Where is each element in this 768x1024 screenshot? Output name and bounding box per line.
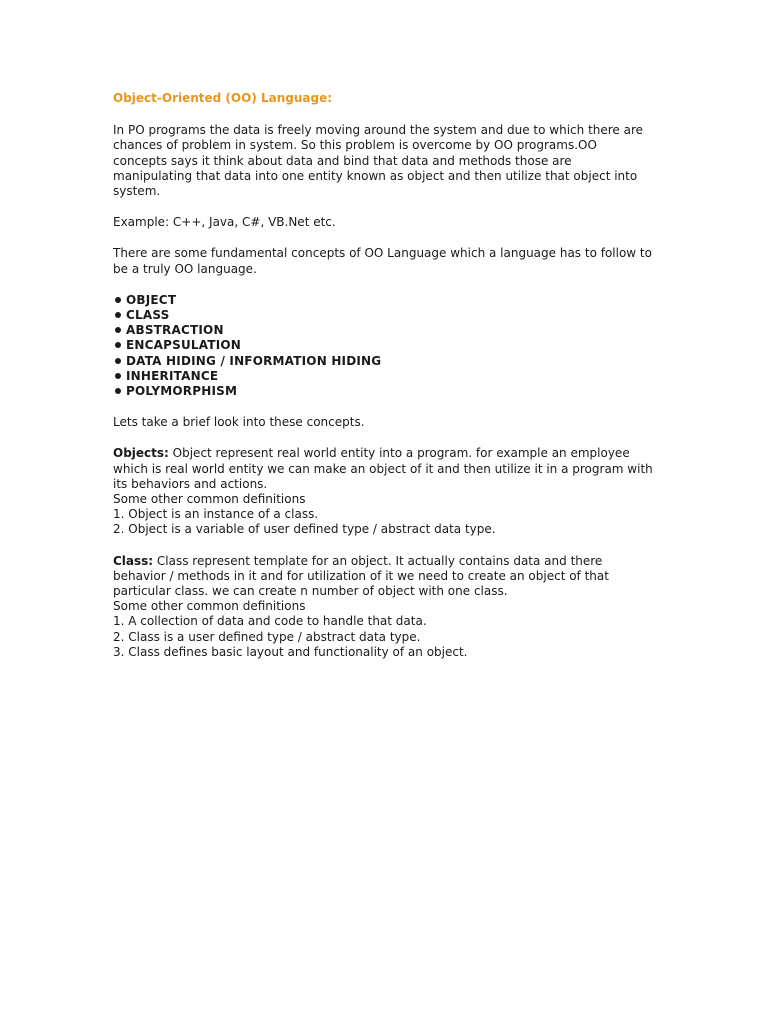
objects-term: Objects: bbox=[113, 446, 169, 461]
bullet-icon bbox=[115, 388, 121, 394]
intro-paragraph: In PO programs the data is freely moving around the system and due to which there are chances of problem in system. So this problem is overcome by OO programs.OO concepts says it think about data and bind that data and methods those are manipulating that data into one entity known as object and then utilize that object into system. bbox=[113, 123, 644, 199]
concept-label: ENCAPSULATION bbox=[126, 338, 242, 353]
class-defs-intro: Some other common definitions bbox=[113, 599, 306, 614]
example-paragraph: Example: C++, Java, C#, VB.Net etc. bbox=[113, 215, 336, 230]
page-title: Object-Oriented (OO) Language: bbox=[113, 91, 333, 105]
brief-paragraph: Lets take a brief look into these concepts. bbox=[113, 415, 365, 430]
list-item bbox=[113, 338, 653, 353]
concept-label: POLYMORPHISM bbox=[126, 384, 238, 399]
concept-label: CLASS bbox=[126, 308, 170, 323]
objects-defs-intro: Some other common definitions bbox=[113, 492, 306, 507]
list-item bbox=[113, 384, 653, 399]
bullet-icon bbox=[115, 358, 121, 364]
class-section bbox=[113, 554, 653, 660]
fundamentals-paragraph: There are some fundamental concepts of OO Language which a language has to follow to be a truly OO language. bbox=[113, 246, 652, 276]
list-item bbox=[113, 323, 653, 338]
objects-def-item: 2. Object is a variable of user defined type / abstract data type. bbox=[113, 522, 496, 537]
bullet-icon bbox=[115, 373, 121, 379]
list-item bbox=[113, 293, 653, 308]
objects-def-item: 1. Object is an instance of a class. bbox=[113, 507, 319, 522]
class-def-item: 2. Class is a user defined type / abstract data type. bbox=[113, 629, 421, 644]
list-item bbox=[113, 354, 653, 369]
document-page bbox=[113, 91, 653, 676]
list-item bbox=[113, 369, 653, 384]
bullet-icon bbox=[115, 327, 121, 333]
list-item bbox=[113, 308, 653, 323]
class-text: Class represent template for an object. It actually contains data and there behavior / methods in it and for utilization of it we need to create an object of that particular class. we can create n number of object with one class. bbox=[113, 553, 609, 599]
class-def-item: 1. A collection of data and code to handle that data. bbox=[113, 614, 427, 629]
bullet-icon bbox=[115, 342, 121, 348]
bullet-icon bbox=[115, 297, 121, 303]
concept-label: ABSTRACTION bbox=[126, 323, 224, 338]
bullet-icon bbox=[115, 312, 121, 318]
objects-text: Object represent real world entity into a program. for example an employee which is real world entity we can make an object of it and then utilize it in a program with its behaviors and actions. bbox=[113, 446, 653, 491]
objects-section bbox=[113, 446, 653, 537]
concept-label: DATA HIDING / INFORMATION HIDING bbox=[126, 353, 382, 368]
concepts-list bbox=[113, 293, 653, 399]
concept-label: INHERITANCE bbox=[126, 368, 219, 383]
class-term: Class: bbox=[113, 553, 154, 568]
class-def-item: 3. Class defines basic layout and functionality of an object. bbox=[113, 644, 468, 659]
concept-label: OBJECT bbox=[126, 292, 177, 307]
